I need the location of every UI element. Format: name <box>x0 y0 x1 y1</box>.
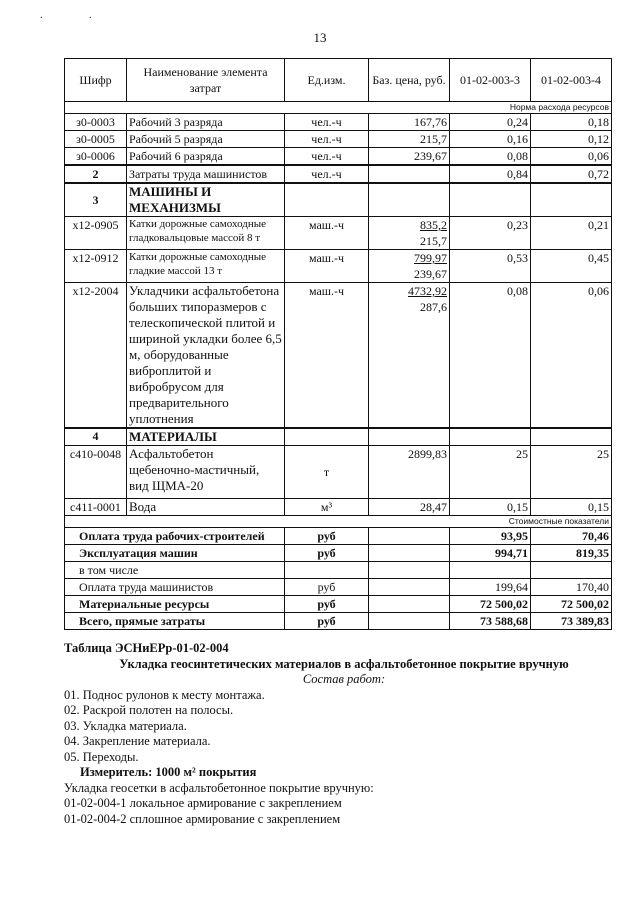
footer-line: 01-02-004-2 сплошное армирование с закреплением <box>64 811 341 826</box>
row-price <box>369 217 450 250</box>
cost-value-2: 70,46 <box>531 528 612 545</box>
row-name: Рабочий 6 разряда <box>127 148 285 166</box>
row-price: 239,67 <box>369 148 450 166</box>
cost-value-1: 73 588,68 <box>450 613 531 630</box>
section-title: МАШИНЫ И МЕХАНИЗМЫ <box>127 183 285 217</box>
footer-meter: Измеритель: 1000 м² покрытия <box>80 765 257 779</box>
cost-row <box>65 545 612 562</box>
price-underlined: 835,2 <box>420 218 447 232</box>
cost-price <box>369 579 450 596</box>
table-row <box>65 499 612 516</box>
cost-unit <box>285 562 369 579</box>
row-code: с410-0048 <box>65 446 127 499</box>
cost-name: в том числе <box>65 562 285 579</box>
cost-price <box>369 562 450 579</box>
row-value-2: 0,06 <box>531 283 612 429</box>
row-name: Укладчики асфальтобетона больших типоразмеров с телескопической плитой и шириной укладки более 6,5 м, оборудованные виброплитой и вибробрусом для предварительного уплотнения <box>127 283 285 429</box>
empty <box>450 428 531 446</box>
work-step: 02. Раскрой полотен на полосы. <box>64 703 234 717</box>
row-value-2: 25 <box>531 446 612 499</box>
table-row <box>65 217 612 250</box>
price-second: 239,67 <box>414 267 447 281</box>
table-row <box>65 446 612 499</box>
footer-subtitle: Укладка геосинтетических материалов в асфальтобетонное покрытие вручную <box>119 656 569 671</box>
cost-row <box>65 579 612 596</box>
row-value-1: 0,53 <box>450 250 531 283</box>
row-code: з0-0006 <box>65 148 127 166</box>
row-unit: чел.-ч <box>285 148 369 166</box>
cost-row <box>65 596 612 613</box>
row-value-1: 0,23 <box>450 217 531 250</box>
cost-value-2: 819,35 <box>531 545 612 562</box>
table-row <box>65 250 612 283</box>
row-code: х12-0912 <box>65 250 127 283</box>
section-value-2: 0,72 <box>531 165 612 183</box>
footer-line: 01-02-004-1 локальное армирование с закреплением <box>64 796 342 810</box>
price-second: 287,6 <box>420 300 447 314</box>
row-value-2: 0,15 <box>531 499 612 516</box>
cost-value-2 <box>531 562 612 579</box>
header-base-price: Баз. цена, руб. <box>369 59 450 102</box>
work-step: 03. Укладка материала. <box>64 718 187 733</box>
cost-value-2: 72 500,02 <box>531 596 612 613</box>
row-name: Рабочий 5 разряда <box>127 131 285 148</box>
row-unit: маш.-ч <box>285 217 369 250</box>
row-unit: т <box>285 446 369 499</box>
section-title: МАТЕРИАЛЫ <box>127 428 285 446</box>
empty <box>450 183 531 217</box>
row-value-2: 0,18 <box>531 114 612 131</box>
price-underlined: 799,97 <box>414 251 447 265</box>
cost-name: Эксплуатация машин <box>65 545 285 562</box>
section-3-row <box>65 183 612 217</box>
header-col2: 01-02-003-4 <box>531 59 612 102</box>
cost-name: Оплата труда машинистов <box>65 579 285 596</box>
row-price: 215,7 <box>369 131 450 148</box>
scan-marks: . . <box>40 10 114 21</box>
cost-name: Материальные ресурсы <box>65 596 285 613</box>
cost-value-1: 199,64 <box>450 579 531 596</box>
row-name: Асфальтобетон щебеночно-мастичный, вид ЩМА-20 <box>127 446 285 499</box>
row-value-1: 0,24 <box>450 114 531 131</box>
cost-row <box>65 562 612 579</box>
row-code: з0-0003 <box>65 114 127 131</box>
row-value-1: 0,08 <box>450 283 531 429</box>
row-value-1: 0,16 <box>450 131 531 148</box>
cost-price <box>369 545 450 562</box>
empty <box>285 428 369 446</box>
section-code: 4 <box>65 428 127 446</box>
header-code: Шифр <box>65 59 127 102</box>
row-unit: маш.-ч <box>285 283 369 429</box>
empty <box>285 183 369 217</box>
footer-table-title: Таблица ЭСНиЕРр-01-02-004 <box>64 641 229 655</box>
work-step: 05. Переходы. <box>64 749 139 764</box>
resource-table <box>64 58 612 630</box>
row-value-2: 0,12 <box>531 131 612 148</box>
footer-composition: Состав работ: <box>302 672 386 686</box>
cost-name: Всего, прямые затраты <box>65 613 285 630</box>
empty <box>369 428 450 446</box>
row-code: с411-0001 <box>65 499 127 516</box>
cost-value-1: 93,95 <box>450 528 531 545</box>
row-name: Рабочий 3 разряда <box>127 114 285 131</box>
row-code: з0-0005 <box>65 131 127 148</box>
row-name: Катки дорожные самоходные гладковальцовые массой 8 т <box>127 217 285 250</box>
cost-label-row <box>65 516 612 528</box>
cost-row <box>65 528 612 545</box>
empty <box>531 428 612 446</box>
section-code: 3 <box>65 183 127 217</box>
header-name: Наименование элемента затрат <box>127 59 285 102</box>
cost-unit: руб <box>285 579 369 596</box>
footer <box>64 641 624 827</box>
table-row <box>65 131 612 148</box>
work-step: 04. Закрепление материала. <box>64 734 211 748</box>
cost-row <box>65 613 612 630</box>
table-body <box>65 102 612 630</box>
row-code: х12-0905 <box>65 217 127 250</box>
row-unit: чел.-ч <box>285 114 369 131</box>
table-row <box>65 148 612 166</box>
row-value-2: 0,21 <box>531 217 612 250</box>
footer-line: Укладка геосетки в асфальтобетонное покрытие вручную: <box>64 780 374 795</box>
cost-unit: руб <box>285 545 369 562</box>
empty <box>531 183 612 217</box>
section-name: Затраты труда машинистов <box>127 165 285 183</box>
cost-value-2: 170,40 <box>531 579 612 596</box>
cost-value-1 <box>450 562 531 579</box>
cost-unit: руб <box>285 528 369 545</box>
row-price <box>369 250 450 283</box>
price-second: 215,7 <box>420 234 447 248</box>
section-unit: чел.-ч <box>285 165 369 183</box>
work-step: 01. Поднос рулонов к месту монтажа. <box>64 687 265 702</box>
header-col1: 01-02-003-3 <box>450 59 531 102</box>
row-unit: чел.-ч <box>285 131 369 148</box>
table-row <box>65 283 612 429</box>
cost-name: Оплата труда рабочих-строителей <box>65 528 285 545</box>
row-value-1: 25 <box>450 446 531 499</box>
row-price <box>369 283 450 429</box>
section-2-row <box>65 165 612 183</box>
row-value-2: 0,45 <box>531 250 612 283</box>
section-value-1: 0,84 <box>450 165 531 183</box>
row-value-1: 0,15 <box>450 499 531 516</box>
cost-unit: руб <box>285 613 369 630</box>
row-name: Катки дорожные самоходные гладкие массой 13 т <box>127 250 285 283</box>
cost-label: Стоимостные показатели <box>65 516 612 528</box>
row-value-1: 0,08 <box>450 148 531 166</box>
cost-value-1: 72 500,02 <box>450 596 531 613</box>
section-4-row <box>65 428 612 446</box>
cost-price <box>369 528 450 545</box>
empty <box>369 183 450 217</box>
norm-label: Норма расхода ресурсов <box>65 102 612 114</box>
section-code: 2 <box>65 165 127 183</box>
cost-price <box>369 596 450 613</box>
row-unit: маш.-ч <box>285 250 369 283</box>
row-value-2: 0,06 <box>531 148 612 166</box>
row-price: 28,47 <box>369 499 450 516</box>
norm-label-row <box>65 102 612 114</box>
cost-unit: руб <box>285 596 369 613</box>
footer-lines <box>64 781 624 828</box>
section-price <box>369 165 450 183</box>
table-row <box>65 114 612 131</box>
price-underlined: 4732,92 <box>408 284 447 298</box>
row-unit: м³ <box>285 499 369 516</box>
cost-value-1: 994,71 <box>450 545 531 562</box>
header-row <box>65 59 612 102</box>
row-price: 2899,83 <box>369 446 450 499</box>
page-number: 13 <box>313 30 327 45</box>
header-unit: Ед.изм. <box>285 59 369 102</box>
cost-price <box>369 613 450 630</box>
cost-value-2: 73 389,83 <box>531 613 612 630</box>
row-name: Вода <box>127 499 285 516</box>
row-price: 167,76 <box>369 114 450 131</box>
footer-steps <box>64 688 624 766</box>
row-code: х12-2004 <box>65 283 127 429</box>
